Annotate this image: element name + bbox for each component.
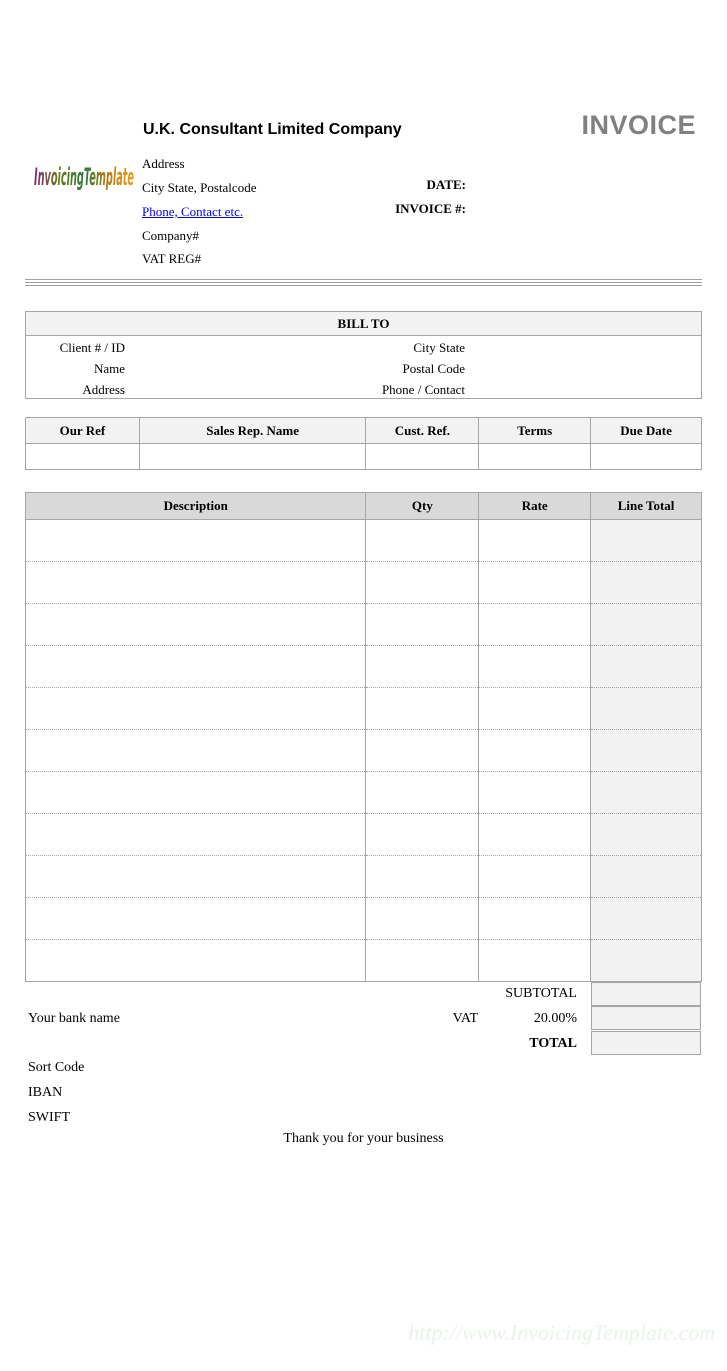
subtotal-label: SUBTOTAL [505, 986, 577, 1001]
ref-header-cust-ref: Cust. Ref. [366, 418, 479, 444]
cust-ref-cell[interactable] [366, 444, 479, 470]
ref-header-our-ref: Our Ref [26, 418, 140, 444]
line-total-cell[interactable] [591, 562, 702, 604]
vat-value-box[interactable] [591, 1006, 701, 1030]
description-cell[interactable] [26, 814, 366, 856]
bill-to-label: Address [82, 382, 125, 397]
line-total-cell[interactable] [591, 814, 702, 856]
header-divider [25, 285, 702, 286]
line-total-cell[interactable] [591, 646, 702, 688]
qty-cell[interactable] [366, 646, 479, 688]
items-header-rate: Rate [479, 493, 591, 520]
vat-rate: 20.00% [533, 1011, 577, 1026]
qty-cell[interactable] [366, 562, 479, 604]
qty-cell[interactable] [366, 520, 479, 562]
items-header-description: Description [26, 493, 366, 520]
line-total-cell[interactable] [591, 856, 702, 898]
qty-cell[interactable] [366, 856, 479, 898]
svg-text:InvoicingTemplate: InvoicingTemplate [34, 162, 134, 191]
company-logo [32, 156, 136, 200]
company-city-state: City State, Postalcode [142, 180, 257, 195]
table-row [26, 604, 702, 646]
bill-to-label: Phone / Contact [381, 382, 465, 397]
description-cell[interactable] [26, 730, 366, 772]
qty-cell[interactable] [366, 730, 479, 772]
table-row [26, 688, 702, 730]
rate-cell[interactable] [479, 856, 591, 898]
reference-table [25, 417, 702, 470]
rate-cell[interactable] [479, 772, 591, 814]
header-divider [25, 282, 702, 283]
bill-to-title: BILL TO [26, 312, 701, 336]
description-cell[interactable] [26, 772, 366, 814]
rate-cell[interactable] [479, 604, 591, 646]
bill-to-label: City State [413, 340, 465, 355]
line-total-cell[interactable] [591, 772, 702, 814]
description-cell[interactable] [26, 520, 366, 562]
due-date-cell[interactable] [591, 444, 702, 470]
description-cell[interactable] [26, 562, 366, 604]
description-cell[interactable] [26, 688, 366, 730]
ref-header-terms: Terms [479, 418, 591, 444]
qty-cell[interactable] [366, 898, 479, 940]
terms-cell[interactable] [479, 444, 591, 470]
description-cell[interactable] [26, 604, 366, 646]
qty-cell[interactable] [366, 604, 479, 646]
description-cell[interactable] [26, 856, 366, 898]
line-items-body [26, 520, 702, 982]
table-row [26, 898, 702, 940]
rate-cell[interactable] [479, 814, 591, 856]
table-row [26, 562, 702, 604]
line-total-cell[interactable] [591, 730, 702, 772]
line-total-cell[interactable] [591, 898, 702, 940]
invoice-number-label: INVOICE #: [395, 201, 466, 216]
rate-cell[interactable] [479, 940, 591, 982]
bill-to-label: Client # / ID [59, 340, 125, 355]
rate-cell[interactable] [479, 646, 591, 688]
items-header-qty: Qty [366, 493, 479, 520]
date-label: DATE: [426, 177, 466, 192]
rate-cell[interactable] [479, 898, 591, 940]
qty-cell[interactable] [366, 814, 479, 856]
rate-cell[interactable] [479, 730, 591, 772]
table-row [26, 940, 702, 982]
table-row [26, 814, 702, 856]
rate-cell[interactable] [479, 688, 591, 730]
table-row [26, 520, 702, 562]
description-cell[interactable] [26, 940, 366, 982]
rate-cell[interactable] [479, 562, 591, 604]
line-total-cell[interactable] [591, 688, 702, 730]
rate-cell[interactable] [479, 520, 591, 562]
bill-to-label: Postal Code [402, 361, 465, 376]
total-value-box[interactable] [591, 1031, 701, 1055]
company-name: U.K. Consultant Limited Company [143, 121, 402, 138]
vat-reg: VAT REG# [142, 251, 202, 266]
ref-header-due-date: Due Date [591, 418, 702, 444]
total-label: TOTAL [529, 1036, 577, 1051]
line-total-cell[interactable] [591, 940, 702, 982]
bill-to-label: Name [93, 361, 125, 376]
sales-rep-cell[interactable] [139, 444, 366, 470]
line-total-cell[interactable] [591, 520, 702, 562]
contact-link[interactable]: Phone, Contact etc. [142, 204, 244, 219]
header-divider [25, 279, 702, 280]
table-row [26, 856, 702, 898]
our-ref-cell[interactable] [26, 444, 140, 470]
ref-header-sales-rep: Sales Rep. Name [139, 418, 366, 444]
thank-you-note: Thank you for your business [283, 1131, 444, 1146]
items-header-line-total: Line Total [591, 493, 702, 520]
line-items-table [25, 492, 702, 982]
description-cell[interactable] [26, 898, 366, 940]
vat-label: VAT [452, 1011, 478, 1026]
qty-cell[interactable] [366, 772, 479, 814]
company-number: Company# [142, 228, 200, 243]
watermark: http://www.InvoicingTemplate.com [408, 1320, 715, 1345]
line-total-cell[interactable] [591, 604, 702, 646]
iban: IBAN [28, 1085, 63, 1100]
description-cell[interactable] [26, 646, 366, 688]
company-address: Address [142, 156, 185, 171]
qty-cell[interactable] [366, 688, 479, 730]
subtotal-value-box[interactable] [591, 982, 701, 1006]
qty-cell[interactable] [366, 940, 479, 982]
swift: SWIFT [28, 1110, 70, 1125]
bank-name: Your bank name [28, 1011, 120, 1026]
table-row [26, 646, 702, 688]
sort-code: Sort Code [28, 1060, 85, 1075]
document-title: INVOICE [581, 110, 696, 140]
table-row [26, 730, 702, 772]
table-row [26, 772, 702, 814]
